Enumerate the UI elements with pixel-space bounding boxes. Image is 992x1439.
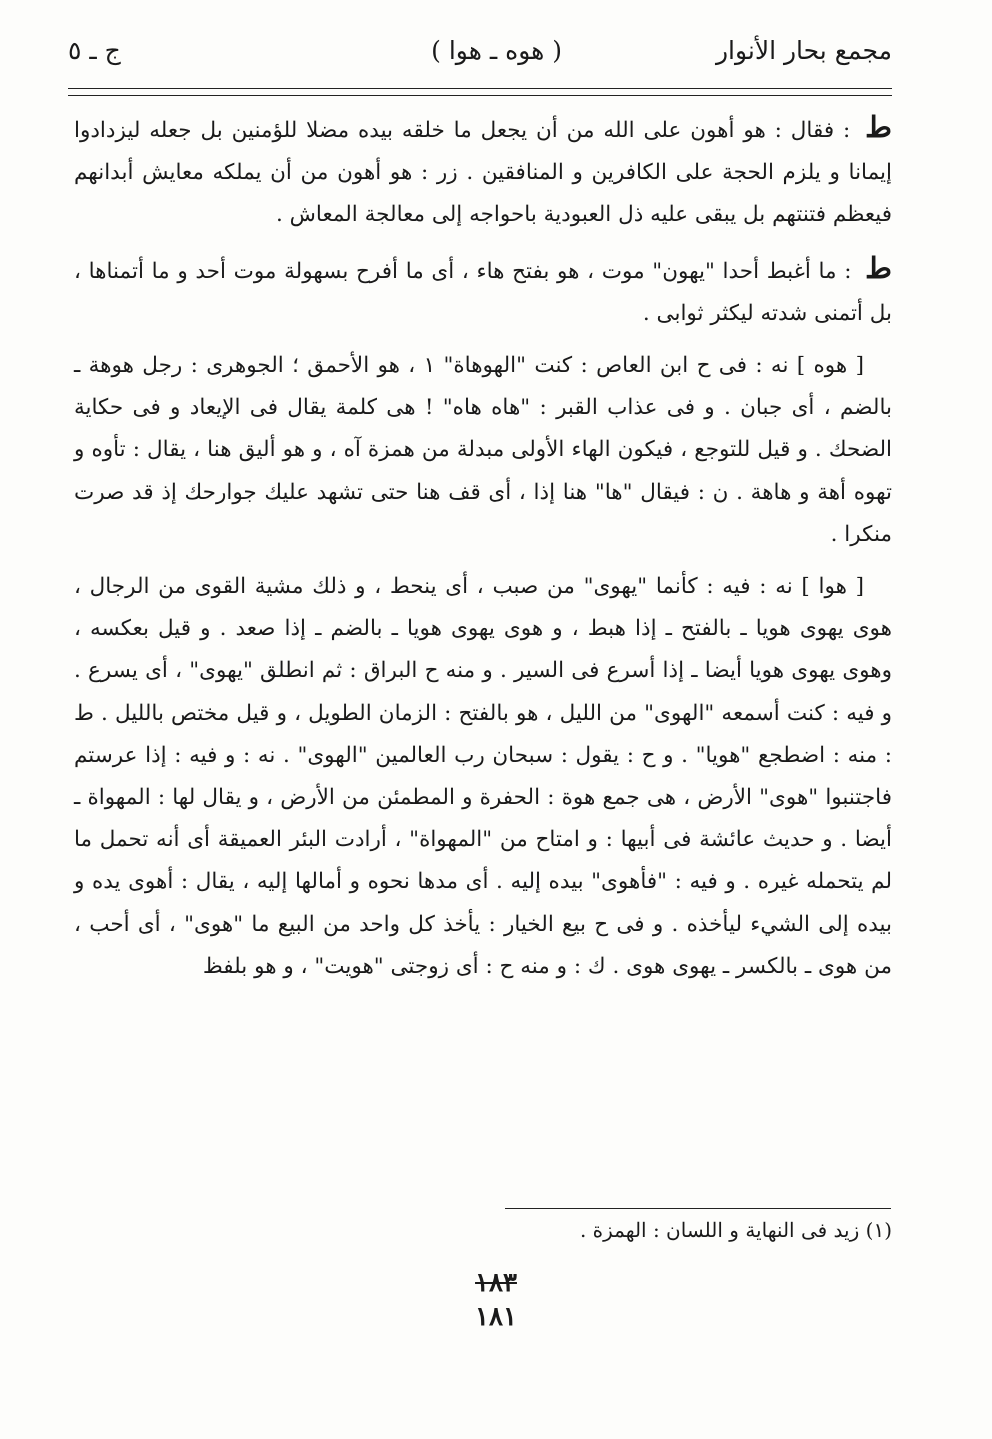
book-title: مجمع بحار الأنوار — [715, 36, 892, 65]
header-rule-bottom — [68, 95, 892, 96]
paragraph-1 — [74, 106, 892, 237]
page-number: ١٨١ — [475, 1302, 517, 1332]
paragraph-marker: ط — [865, 250, 892, 285]
paragraph-text: [ هوه ] نه : فى ح ابن العاص : كنت "الهوهاة" ١ ، هو الأحمق ؛ الجوهرى : رجل هوهة ـ بالضم ، أى جبان . و فى عذاب القبر : "هاه هاه" ! هى كلمة يقال فى الإيعاد و فى حكاية الضحك . و قيل للتوجع ، فيكون الهاء الأولى مبدلة من همزة آه ، و هو أليق هنا ، يقال : تأوه و تهوه أهة و هاهة . ن : فيقال "ها" هنا إذا ، أى قف هنا حتى تشهد عليك جوارحك إذ قد صرت منكرا . — [74, 353, 892, 547]
paragraph-text: : ما أغبط أحدا "يهون" موت ، هو بفتح هاء ، أى ما أفرح بسهولة موت أحد و ما أتمناها ، بل أتمنى شدته ليكثر ثوابى . — [74, 258, 892, 326]
footnote-rule — [505, 1208, 891, 1209]
paragraph-4 — [74, 566, 892, 988]
volume-label: ج ـ ٥ — [68, 36, 121, 65]
footnote: (١) زيد فى النهاية و اللسان : الهمزة . — [579, 1218, 892, 1242]
body-text — [74, 106, 892, 998]
page-number-struck: ١٨٣ — [475, 1268, 517, 1298]
paragraph-text: : فقال : هو أهون على الله من أن يجعل ما خلقه بيده مضلا للؤمنين بل جعله ليزدادوا إيمانا و يلزم الحجة على الكافرين و المنافقين . زر : هو أهون من أن يملكه معايش أبدانهم فيعظم فتنتهم بل يبقى عليه ذل العبودية باحواجه إلى معالجة المعاش . — [74, 118, 892, 228]
header-rule-top — [68, 88, 892, 89]
paragraph-marker: ط — [865, 110, 892, 144]
paragraph-3 — [74, 345, 892, 556]
paragraph-text: [ هوا ] نه : فيه : كأنما "يهوى" من صبب ، أى ينحط ، و ذلك مشية القوى من الرجال ، هوى يهوى هويا ـ بالفتح ـ إذا هبط ، و هوى يهوى هويا ـ بالضم ـ إذا صعد . و قيل بعكسه ، وهوى يهوى هويا أيضا ـ إذا أسرع فى السير . و منه ح البراق : ثم انطلق "يهوى" ، أى يسرع . و فيه : كنت أسمعه "الهوى" من الليل ، هو بالفتح : الزمان الطويل ، و قيل مختص بالليل . ط : منه : اضطجع "هويا" . و ح : يقول : سبحان رب العالمين "الهوى" . نه : و فيه : إذا عرستم فاجتنبوا "هوى" الأرض ، هى جمع هوة : الحفرة و المطمئن من الأرض ، و يقال لها : المهواة ـ أيضا . و حديث عائشة فى أبيها : و امتاح من "المهواة" ، أرادت البئر العميقة أى أنه تحمل ما لم يتحمله غيره . و فيه : "فأهوى" بيده إليه . أى مدها نحوه و أمالها إليه ، يقال : أهوى يده و بيده إلى الشيء ليأخذه . و فى ح بيع الخيار : يأخذ كل واحد من البيع ما "هوى" ، أى أحب ، من هوى ـ بالكسر ـ يهوى هوى . ك : و منه ح : أى زوجتى "هويت" ، و هو بلفظ — [74, 574, 892, 979]
entry-range: ( هوه ـ هوا ) — [431, 36, 562, 65]
paragraph-2 — [74, 247, 892, 335]
page-header — [68, 30, 892, 78]
